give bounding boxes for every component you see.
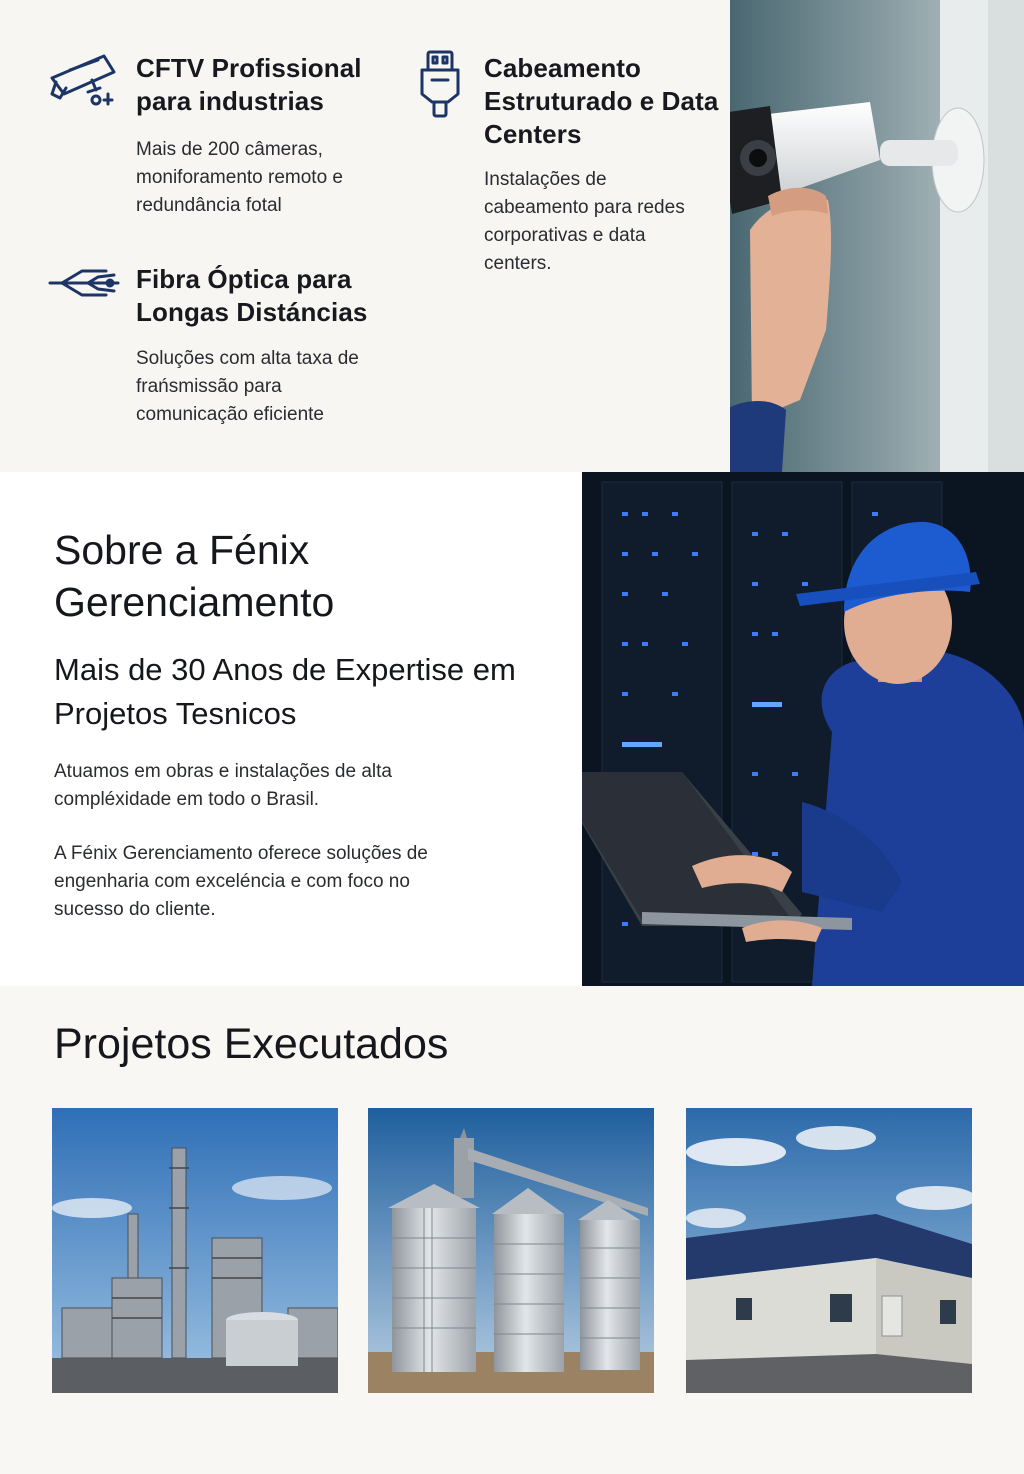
projects-section bbox=[0, 986, 1024, 1474]
service-title: Fibra Óptica para Longas Distáncias bbox=[136, 264, 368, 327]
project-card-building[interactable] bbox=[686, 1108, 972, 1393]
network-connector-icon bbox=[418, 50, 462, 125]
about-subtitle: Mais de 30 Anos de Expertise em Projetos Tesnicos bbox=[54, 652, 516, 731]
about-title: Sobre a Fénix Gerenciamento bbox=[54, 527, 335, 625]
about-paragraph: Atuamos em obras e instalações de alta compléxidade em todo o Brasil. bbox=[54, 761, 392, 810]
project-card-silos[interactable] bbox=[368, 1108, 654, 1393]
service-description: Instalações de cabeamento para redes corporativas e data centers. bbox=[484, 169, 685, 274]
service-description: Mais de 200 câmeras, moniforamento remoto e redundância fotal bbox=[136, 139, 343, 216]
industrial-refinery-photo bbox=[52, 1108, 338, 1393]
service-description: Soluções com alta taxa de frańsmissão para comunicação eficiente bbox=[136, 348, 359, 425]
fiber-optic-icon bbox=[48, 263, 120, 308]
security-camera-icon bbox=[48, 50, 120, 119]
projects-title: Projetos Executados bbox=[54, 1020, 449, 1068]
engineer-datacenter-photo bbox=[582, 472, 1024, 986]
services-section bbox=[0, 0, 1024, 472]
about-paragraph: A Fénix Gerenciamento oferece soluções de engenharia com exceléncia e com foco no sucesso do cliente. bbox=[54, 843, 428, 920]
service-title: Cabeamento Estruturado e Data Centers bbox=[484, 53, 719, 149]
project-card-refinery[interactable] bbox=[52, 1108, 338, 1393]
industrial-building-photo bbox=[686, 1108, 972, 1393]
grain-silos-photo bbox=[368, 1108, 654, 1393]
about-section bbox=[0, 472, 1024, 986]
service-title: CFTV Profissional para industrias bbox=[136, 53, 362, 116]
camera-installation-photo bbox=[730, 0, 1024, 472]
